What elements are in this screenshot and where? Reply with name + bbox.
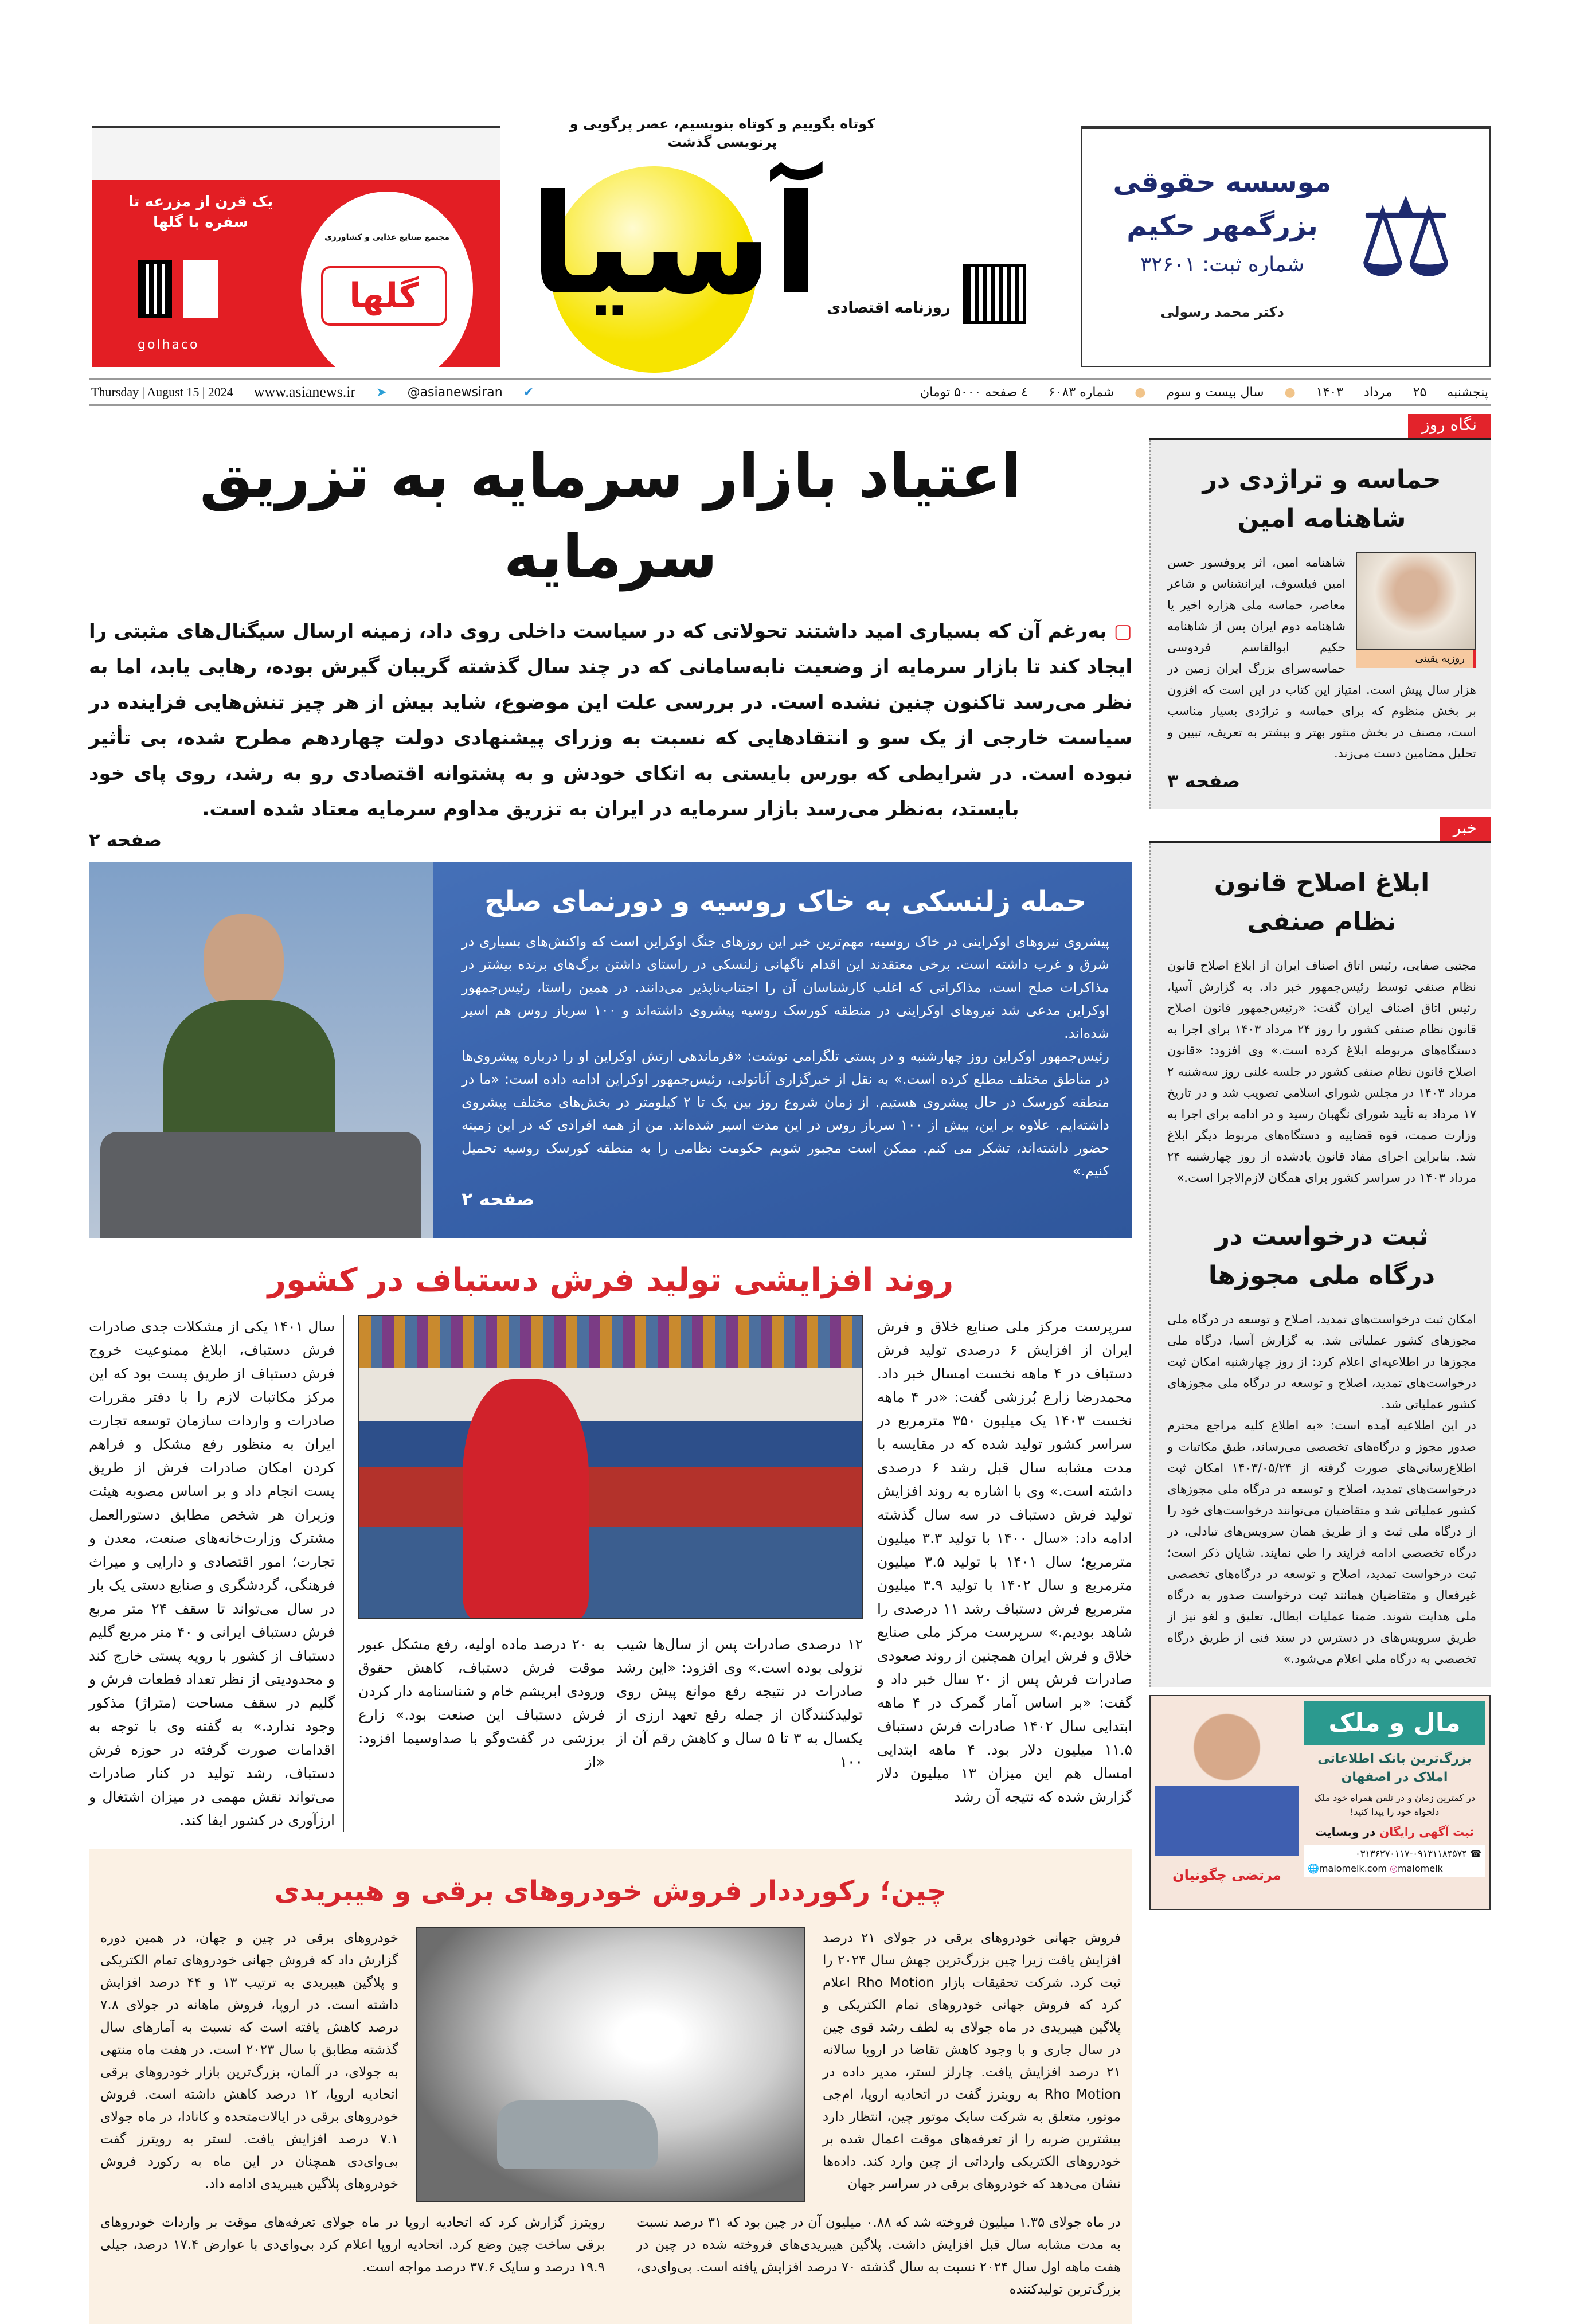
- social-handle[interactable]: @asianewsiran: [407, 385, 503, 400]
- sidebar-article-1: [1149, 440, 1491, 809]
- article1-headline: حماسه و تراژدی در شاهنامه امین: [1202, 465, 1441, 533]
- golha-tagline: یک قرن از مزرعه تا سفره با گلها: [128, 193, 273, 231]
- china-bottom-right: در ماه جولای ۱.۳۵ میلیون فروخته شد که ۰.۸۸ میلیون آن در چین بود که ۳۱ درصد نسبت به مدت مشابه سال قبل افزایش داشت. پلاگین هیبریدی‌های فروخته شده در چین در هفت ماهه اول سال ۲۰۲۴ نسبت به سال گذشته ۷۰ درصد افزایش یافته است. بی‌وای‌دی، بزرگ‌ترین تولیدکننده: [636, 2215, 1121, 2297]
- bullet-icon: ▢: [1113, 620, 1133, 643]
- sidebar-article-2: [1149, 843, 1491, 1687]
- masthead-subtitle: روزنامه اقتصادی: [827, 299, 951, 317]
- malomelk-info: [1304, 1701, 1485, 1904]
- malomelk-contact: [1304, 1845, 1485, 1877]
- malomelk-text: در کمترین زمان و در تلفن همراه خود ملک دلخواه خود را پیدا کنید!: [1313, 1792, 1476, 1817]
- zelensky-body: [462, 930, 1109, 1182]
- law-firm-signature: دکتر محمد رسولی: [1160, 304, 1284, 320]
- spice-decoration: [92, 128, 500, 180]
- section-header-2: [1149, 817, 1491, 843]
- lead-headline: اعتیاد بازار سرمایه به تزریق سرمایه: [200, 441, 1022, 591]
- article3-headline: ثبت درخواست در درگاه ملی مجوزها: [1208, 1222, 1436, 1290]
- person-photo: [1155, 1701, 1299, 1856]
- article2-body: مجتبی صفایی، رئیس اتاق اصناف ایران از ابلاغ اصلاح قانون نظام صنفی توسط رئیس‌جمهور خبر داد. به گزارش آسیا، رئیس اتاق اصناف ایران گفت: «رئیس‌جمهور قانون اصلاح قانون نظام صنفی کشور را روز ۲۴ مرداد ۱۴۰۳ برای اجرا به دستگاه‌های مربوطه ابلاغ کرده است.» وی افزود: «قانون اصلاح قانون نظام صنفی کشور در جلسه علنی روز سه‌شنبه ۲ مرداد ۱۴۰۳ در مجلس شورای اسلامی تصویب شد و در تاریخ ۱۷ مرداد به تأیید شورای نگهبان رسید و در ادامه برای اجرا به وزارت صمت، قوه قضاییه و دستگاه‌های مربوط دیگر ابلاغ شد. بنابراین اجرای مفاد قانون یادشده از روز چهارشنبه ۲۴ مرداد ۱۴۰۳ در سراسر کشور برای همگان لازم‌الاجرا است.»: [1167, 959, 1476, 1185]
- carpet-col-left: سال ۱۴۰۱ یکی از مشکلات جدی صادرات فرش دستباف، ابلاغ ممنوعیت خروج فرش دستباف از طریق پست بود که این مرکز مکاتبات لازم را با دفتر مقررات صادرات و واردات سازمان توسعه تجارت ایران به منظور رفع مشکل و فراهم کردن امکان صادرات فرش از طریق پست انجام داد و بر اساس مصوبه هیئت وزیران هر شخص مطابق دستورالعمل مشترک وزارت‌خانه‌های صنعت، معدن و تجارت؛ امور اقتصادی و دارایی و میراث فرهنگی، گردشگری و صنایع دستی یک بار در سال می‌تواند تا سقف ۲۴ متر مربع فرش دستباف ایرانی و ۴۰ متر مربع گلیم دستباف از کشور با رویه پستی خارج کند و محدودیتی از نظر تعداد قطعات فرش و گلیم در سقف مساحت (متراژ) مذکور وجود ندارد.» به گفته وی با توجه به اقدامات صورت گرفته در حوزه فرش دستباف، رشد تولید در کنار صادرات می‌تواند نقش مهمی در میزان اشتغال و ارزآوری در کشور ایفا کند.: [89, 1315, 344, 1832]
- ad-golha[interactable]: [92, 126, 500, 367]
- carpet-col-mid2: به ۲۰ درصد ماده اولیه، رفع مشکل عبور موقت فرش دستباف، کاهش حقوق ورودی ابریشم خام و شناسنامه دار کردن فرش دستباف این صنعت بود.» زارع برزشی در گفت‌وگو با صداوسیما افزود: «از: [358, 1636, 605, 1770]
- price: ٤ صفحه ۵۰۰۰ تومان: [920, 385, 1028, 400]
- qr-code: [138, 260, 172, 318]
- zelensky-headline: حمله زلنسکی به خاک روسیه و دورنمای صلح: [484, 885, 1087, 917]
- scales-icon: ⚖: [1357, 174, 1455, 301]
- china-feature: [89, 1849, 1132, 2324]
- day: ۲۵: [1413, 385, 1427, 400]
- phone: ☎ ۰۳۱۳۶۲۷۰۱۱۷-۰۹۱۳۱۱۸۴۵۷۴: [1355, 1848, 1481, 1859]
- china-bottom-row: [100, 2212, 1121, 2301]
- zelensky-feature: [89, 862, 1132, 1238]
- law-firm-line1: موسسه حقوقی: [1113, 166, 1332, 198]
- section-header-1: [1149, 414, 1491, 440]
- malomelk-cta: [1304, 1823, 1485, 1841]
- zelensky-page-ref[interactable]: صفحه ۲: [462, 1188, 535, 1210]
- article3-body: [1167, 1309, 1476, 1670]
- lead-body: [89, 614, 1132, 827]
- zelensky-p2: رئیس‌جمهور اوکراین روز چهارشنبه و در پستی تلگرامی نوشت: «فرماندهی ارتش اوکراین او را درباره پیشروی‌ها در مناطق مختلف مطلع کرده است.» به نقل از خبرگزاری آناتولی، رئیس‌جمهور اوکراین ادامه داده است: «ما در منطقه کورسک در حال پیشروی هستیم. از زمان شروع روز بین یک تا ۲ کیلومتر در بخش‌های مختلف پیشروی داشته‌ایم. علاوه بر این، بیش از ۱۰۰ سرباز روس در این مدت اسیر شده‌اند. من از همه افرادی که در این زمینه حضور داشته‌اند، تشکر می کنم. ممکن است مجبور شویم حکومت نظامی را به منطقه کورسک روسیه تحمیل کنیم.»: [462, 1048, 1110, 1179]
- article1-content: [1167, 552, 1476, 764]
- website[interactable]: malomelk.com: [1319, 1863, 1387, 1874]
- person-name: مرتضی چگونیان: [1172, 1867, 1281, 1883]
- globe-icon: 🌐: [1308, 1863, 1319, 1874]
- golha-handle: golhaco: [138, 338, 200, 352]
- author-photo: [1356, 552, 1476, 650]
- ad-law-firm[interactable]: [1081, 126, 1491, 367]
- article1-page-ref[interactable]: صفحه ۳: [1167, 770, 1241, 792]
- author-name: روزبه یقینی: [1356, 650, 1476, 668]
- china-col-right: فروش جهانی خودروهای برقی در جولای ۲۱ درصد افزایش یافت زیرا چین بزرگ‌ترین جهش سال ۲۰۲۴ را ثبت کرد. شرکت تحقیقات بازار Rho Motion اعلام کرد که فروش جهانی خودروهای تمام الکتریکی و پلاگین هیبریدی در ماه جولای به لطف رشد قوی چین در سال جاری و با وجود کاهش تقاضا در اروپا سالانه ۲۱ درصد افزایش یافت. چارلز لستر، مدیر داده در Rho Motion به رویترز گفت در اتحادیه اروپا، ام‌جی موتور، متعلق به شرکت سایک موتور چین، انتظار دارد بیشترین ضربه را از تعرفه‌های موقت اعمال شده بر خودروهای الکتریکی وارداتی از چین وارد کند. داده‌ها نشان می‌دهد که خودروهای برقی در سراسر جهان: [823, 1931, 1121, 2192]
- author-figure: [1356, 552, 1476, 668]
- article3-p2: در این اطلاعیه آمده است: «به اطلاع کلیه مراجع محترم صدور مجوز و درگاه‌های تخصصی می‌رساند، طبق مکاتبات و اطلاع‌رسانی‌های صورت گرفته از ۱۴۰۳/۰۵/۲۴ امکان ثبت درخواست‌های تمدید، اصلاح و توسعه در درگاه ملی مجوزهای کشور عملیاتی شد و متقاضیان می‌توانند درخواست‌های خود را از درگاه ملی ثبت و از طریق همان سرویس‌های تبادلی، در درگاه تخصصی ادامه فرایند را طی نمایند. شایان ذکر است؛ ثبت درخواست تمدید، اصلاح و توسعه در درگاه‌های تخصصی غیرفعال و متقاضیان همانند ثبت درخواست صدور به درگاه ملی هدایت شوند. ضمنا عملیات ابطال، تعلیق و لغو نیز از طریق سرویس‌های در دسترس در سند فنی از طریق درگاه تخصصی به درگاه ملی اعلام می‌شود.»: [1167, 1419, 1476, 1666]
- section-tag-khabar: خبر: [1440, 817, 1491, 841]
- china-bottom-left: رویترز گزارش کرد که اتحادیه اروپا در ماه جولای تعرفه‌های موقت بر واردات خودروهای برقی ساخت چین وضع کرد. اتحادیه اروپا اعلام کرد بی‌وای‌دی با عوارض ۱۷.۴ درصد، جیلی ۱۹.۹ درصد و سایک ۳۷.۶ درصد مواجه است.: [100, 2215, 605, 2275]
- carpet-middle: [358, 1315, 863, 1832]
- ev-car-photo: [416, 1927, 805, 2202]
- article1-body2: ایران زمین در هزار سال پیش است. امتیاز این کتاب در این است که افزون بر بخش منظوم که برای حماسه و تراژدی بسیار مناسب است، مصنف در بخش منثور بهتر و بیشتر به تعریف، تبیین و تحلیل مضامین دست می‌زند.: [1167, 662, 1476, 760]
- unesco-logo: [183, 260, 218, 318]
- article2-headline: ابلاغ اصلاح قانون نظام صنفی: [1214, 868, 1430, 936]
- main-column: [89, 413, 1132, 2324]
- month: مرداد: [1364, 385, 1393, 400]
- sidebar: [1149, 414, 1491, 1910]
- qr-code: [963, 264, 1026, 324]
- article1-body1: شاهنامه امین، اثر پروفسور حسن امین فیلسوف، ایرانشناس و شاعر معاصر، حماسه ملی هزاره اخیر یا شاهنامه دوم ایران پس از شاهنامه حکیم ابوالقاسم فردوسی حماسه‌سرای بزرگ: [1167, 556, 1346, 675]
- website-link[interactable]: www.asianews.ir: [253, 384, 356, 400]
- china-columns: [100, 1927, 1121, 2202]
- weekday: پنجشنبه: [1447, 385, 1488, 400]
- dot-icon: ●: [1284, 385, 1296, 400]
- lead-text: به‌رغم آن که بسیاری امید داشتند تحولاتی که در سیاست داخلی روی داد، زمینه ارسال سیگنال‌های مثبتی را ایجاد کند تا بازار سرمایه از وضعیت نابه‌سامانی که در چند سال گذشته گریبان گیرش بوده، رهایی یابد، اما به نظر می‌رسد تاکنون چنین نشده است. در بررسی علت این موضوع، شاید بیش از هر چیز تنش‌هایی فزاینده در سیاست خارجی از یک سو و انتقادهایی که نسبت به وزرای پیشنهادی دولت چهاردهم مطرح شده، بی تأثیر نبوده است. در شرایطی که بورس بایستی به اتکای خودش و به پشتوانه اقتصادی رو به رشد، روی پای خود بایستد، به‌نظر می‌رسد بازار سرمایه در ایران به تزریق مداوم سرمایه معتاد شده است.: [89, 620, 1132, 821]
- law-firm-text: [1093, 163, 1351, 322]
- article3-p1: امکان ثبت درخواست‌های تمدید، اصلاح و توسعه در درگاه ملی مجوزهای کشور عملیاتی شد. به گزارش آسیا، درگاه ملی مجوزها در اطلاعیه‌ای اعلام کرد: از روز چهارشنبه امکان ثبت درخواست‌های تمدید، اصلاح و توسعه در درگاه ملی مجوزهای کشور عملیاتی شد.: [1167, 1313, 1476, 1411]
- datebar: [89, 378, 1491, 406]
- carpet-col-right: سرپرست مرکز ملی صنایع خلاق و فرش ایران از افزایش ۶ درصدی تولید فرش دستباف در ۴ ماهه نخست امسال خبر داد. محمدرضا زارع بُرزشی گفت: «در ۴ ماهه نخست ۱۴۰۳ یک میلیون ۳۵۰ مترمربع در سراسر کشور تولید شده که در مقایسه با مدت مشابه سال قبل رشد ۶ درصدی داشته است.» وی با اشاره به روند افزایش تولید فرش دستباف در سه سال گذشته ادامه داد: «سال ۱۴۰۰ با تولید ۳.۳ میلیون مترمربع؛ سال ۱۴۰۱ با تولید ۳.۵ میلیون مترمربع و سال ۱۴۰۲ با تولید ۳.۹ میلیون مترمربع فرش دستباف رشد ۱۱ درصدی را شاهد بودیم.» سرپرست مرکز ملی صنایع خلاق و فرش ایران همچنین از روند صعودی صادرات فرش پس از ۲۰ سال خبر داد و گفت: «بر اساس آمار گمرک در ۴ ماهه ابتدایی سال ۱۴۰۲ صادرات فرش دستباف ۱۱.۵ میلیون دلار بود. ۴ ماهه ابتدایی امسال هم این میزان ۱۳ میلیون دلار گزارش شده که نتیجه آن رشد: [877, 1318, 1133, 1805]
- law-firm-line2: بزرگمهر حکیم: [1127, 210, 1318, 242]
- year: ۱۴۰۳: [1316, 385, 1344, 400]
- zelensky-photo: [89, 862, 433, 1238]
- cta-rest: در وبسایت: [1315, 1825, 1376, 1839]
- volume: سال بیست و سوم: [1166, 385, 1264, 400]
- masthead-slogan: کوتاه بگوییم و کوتاه بنویسیم، عصر پرگویی و پرنویسی گذشت: [569, 116, 875, 150]
- zelensky-text: [433, 862, 1132, 1238]
- malomelk-person: [1155, 1701, 1299, 1904]
- telegram-icon[interactable]: ➤: [376, 385, 387, 400]
- golha-brand: گلها: [321, 266, 447, 326]
- section-tag-nagah-rooz: نگاه روز: [1408, 414, 1491, 438]
- china-headline: چین؛ رکورددار فروش خودروهای برقی و هیبریدی: [274, 1875, 947, 1907]
- carpet-photo: [358, 1315, 863, 1619]
- masthead-logo: آسیا: [529, 165, 820, 325]
- zelensky-p1: پیشروی نیروهای اوکراینی در خاک روسیه، مهم‌ترین خبر این روزهای جنگ اوکراین است که واکنش‌های بسیاری در شرق و غرب داشته است. برخی معتقدند این اقدام ناگهانی زلنسکی در راستای داشتن برگ‌های برنده بیشتر در مذاکرات صلح است، مذاکراتی که اغلب کارشناسان آن را اجتناب‌ناپذیر می‌دانند. در همین راستا، رئیس‌جمهور اوکراین مدعی شد نیروهای اوکراینی در منطقه کورسک روسیه پیشروی داشته‌اند و ۱۰۰ سرباز روس هم اسیر شده‌اند.: [462, 933, 1109, 1041]
- issue: شماره ۶۰۸۳: [1048, 385, 1114, 400]
- phone-icon: ☎: [1470, 1848, 1481, 1859]
- golha-company: مجتمع صنایع غذایی و کشاورزی: [324, 233, 450, 242]
- cta-red: ثبت آگهی رایگان: [1379, 1825, 1474, 1839]
- malomelk-brand: مال و ملک: [1304, 1701, 1485, 1745]
- verified-icon: ✔: [523, 385, 534, 400]
- instagram-icon: ◎: [1390, 1863, 1398, 1874]
- china-col-left: خودروهای برقی در چین و جهان، در همین دوره گزارش داد که فروش جهانی خودروهای تمام الکتریکی و پلاگین هیبریدی به ترتیب ۱۳ و ۴۴ درصد افزایش داشته است. در اروپا، فروش ماهانه در جولای ۷.۸ درصد کاهش یافته است که نسبت به آمارهای سال گذشته مطابق با سال ۲۰۲۳ است. در هفت ماه منتهی به جولای، در آلمان، بزرگ‌ترین بازار خودروهای برقی اتحادیه اروپا، ۱۲ درصد کاهش داشته است. فروش خودروهای برقی در ایالات‌متحده و کانادا، در ماه جولای ۷.۱ درصد افزایش یافت. لستر به رویترز گفت بی‌وای‌دی همچنان در این ماه به رکورد فروش خودروهای پلاگین هیبریدی ادامه داد.: [100, 1931, 398, 2192]
- law-firm-reg: شماره ثبت: ۳۲۶۰۱: [1140, 253, 1305, 276]
- malomelk-headline: بزرگ‌ترین بانک اطلاعاتی املاک در اصفهان: [1317, 1752, 1472, 1784]
- dot-icon: ●: [1135, 385, 1146, 400]
- lead-page-ref[interactable]: صفحه ۲: [89, 829, 162, 851]
- instagram[interactable]: malomelk: [1398, 1863, 1443, 1874]
- ad-malomelk[interactable]: [1149, 1695, 1491, 1910]
- carpet-headline: روند افزایشی تولید فرش دستباف در کشور: [267, 1261, 954, 1299]
- carpet-article: [89, 1315, 1132, 1832]
- english-date: Thursday | August 15 | 2024: [91, 385, 233, 399]
- carpet-col-mid1: ۱۲ درصدی صادرات پس از سال‌ها شیب نزولی بوده است.» وی افزود: «این رشد صادرات در نتیجه رفع موانع پیش روی تولیدکنندگان از جمله رفع تعهد ارزی از یکسال به ۳ تا ۵ سال و کاهش رقم آن از ۱۰۰: [616, 1636, 863, 1770]
